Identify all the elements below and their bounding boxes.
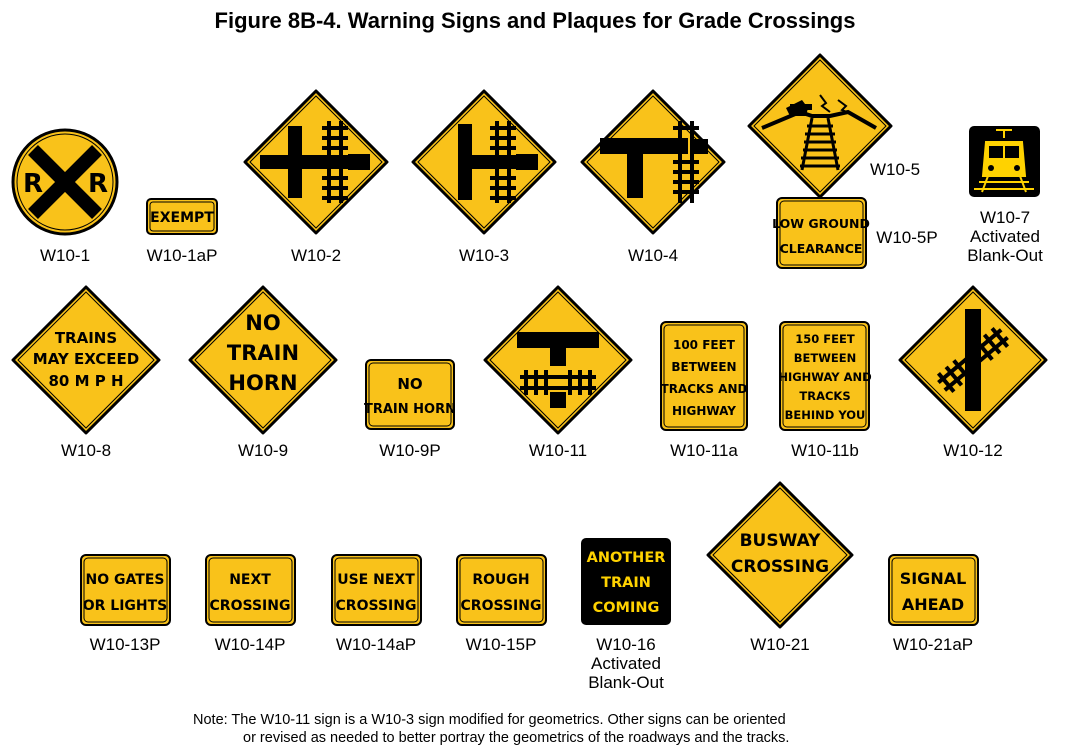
sign-w10-11b-line-3: HIGHWAY AND	[778, 370, 872, 384]
label-w10-3: W10-3	[458, 246, 510, 265]
sign-w10-8	[13, 287, 159, 433]
sign-w10-9	[190, 287, 336, 433]
sign-w10-11	[485, 287, 631, 433]
sign-w10-7	[969, 126, 1040, 197]
label-w10-14p: W10-14P	[214, 635, 286, 654]
sign-w10-11b-line-2: BETWEEN	[793, 351, 857, 365]
label-w10-21ap: W10-21aP	[892, 635, 974, 654]
sign-w10-2	[245, 91, 387, 233]
sign-w10-14p	[206, 555, 295, 625]
sign-w10-21ap	[889, 555, 978, 625]
sign-w10-4	[582, 91, 724, 233]
label-w10-16-sub: Activated Blank-Out	[588, 654, 664, 692]
sign-w10-1ap-text: EXEMPT	[150, 210, 214, 226]
label-w10-16: W10-16	[596, 635, 656, 654]
label-w10-7-sub: Activated Blank-Out	[967, 227, 1043, 265]
sign-w10-14ap	[332, 555, 421, 625]
sign-w10-9-line-1: NO	[245, 311, 281, 335]
sign-w10-1-letter-right: R	[87, 169, 109, 199]
sign-w10-16	[581, 538, 671, 625]
sign-w10-13p-line-2: OR LIGHTS	[82, 598, 168, 614]
label-w10-1: W10-1	[39, 246, 91, 265]
sign-w10-9p	[364, 360, 456, 429]
sign-w10-9p-line-2: TRAIN HORN	[363, 402, 457, 417]
sign-w10-8-line-3: 80 M P H	[48, 372, 124, 390]
sign-w10-11a-line-3: TRACKS AND	[660, 382, 748, 396]
figure-title: Figure 8B-4. Warning Signs and Plaques for Grade Crossings	[214, 8, 856, 33]
label-w10-7: W10-7	[979, 208, 1031, 227]
note-line-1: Note: The W10-11 sign is a W10-3 sign modified for geometrics. Other signs can be oriented	[193, 712, 786, 728]
sign-w10-14p-line-2: CROSSING	[209, 598, 291, 614]
sign-w10-5p-line-2: CLEARANCE	[779, 241, 863, 256]
sign-w10-9p-line-1: NO	[397, 375, 423, 393]
sign-w10-21ap-line-1: SIGNAL	[899, 569, 967, 588]
sign-w10-15p-line-1: ROUGH	[472, 572, 530, 588]
sign-w10-11b-line-4: TRACKS	[799, 389, 851, 403]
note-line-2: or revised as needed to better portray the geometrics of the roadways and the tracks.	[243, 730, 790, 746]
sign-w10-21	[708, 483, 852, 627]
sign-w10-13p-line-1: NO GATES	[85, 572, 165, 588]
figure-note	[193, 711, 873, 747]
label-w10-13p: W10-13P	[89, 635, 161, 654]
sign-w10-9-line-2: TRAIN	[226, 341, 300, 365]
label-w10-11: W10-11	[528, 441, 588, 460]
sign-w10-16-line-2: TRAIN	[601, 575, 651, 591]
label-w10-2: W10-2	[290, 246, 342, 265]
sign-w10-11b	[778, 322, 871, 430]
label-w10-1ap: W10-1aP	[146, 246, 218, 265]
label-w10-21: W10-21	[750, 635, 810, 654]
label-w10-5: W10-5	[869, 160, 921, 179]
sign-w10-11a-line-2: BETWEEN	[671, 360, 737, 374]
sign-w10-1ap	[147, 199, 217, 234]
label-w10-4: W10-4	[627, 246, 679, 265]
sign-w10-11b-line-5: BEHIND YOU	[784, 408, 866, 422]
sign-w10-15p	[457, 555, 546, 625]
label-w10-11a: W10-11a	[670, 441, 738, 460]
sign-w10-9-line-3: HORN	[228, 371, 298, 395]
sign-w10-16-line-1: ANOTHER	[586, 550, 666, 566]
sign-w10-1-letter-left: R	[22, 169, 44, 199]
sign-w10-11a-line-4: HIGHWAY	[672, 404, 736, 418]
sign-w10-5p-line-1: LOW GROUND	[772, 216, 870, 231]
label-w10-9: W10-9	[237, 441, 289, 460]
sign-w10-21ap-line-2: AHEAD	[901, 595, 965, 614]
label-w10-11b: W10-11b	[791, 441, 859, 460]
sign-w10-21-line-2: CROSSING	[730, 557, 830, 577]
label-w10-9p: W10-9P	[379, 441, 441, 460]
sign-w10-16-line-3: COMING	[592, 600, 660, 616]
sign-w10-11a-line-1: 100 FEET	[672, 338, 736, 352]
sign-w10-8-line-1: TRAINS	[54, 329, 118, 347]
sign-w10-21-line-1: BUSWAY	[739, 531, 821, 551]
sign-w10-3	[413, 91, 555, 233]
label-w10-12: W10-12	[943, 441, 1003, 460]
sign-w10-15p-line-2: CROSSING	[460, 598, 542, 614]
sign-w10-13p	[81, 555, 170, 625]
label-w10-14ap: W10-14aP	[335, 635, 417, 654]
sign-w10-8-line-2: MAY EXCEED	[32, 350, 140, 368]
sign-w10-1	[13, 130, 117, 234]
label-w10-5p: W10-5P	[876, 228, 938, 247]
sign-w10-14p-line-1: NEXT	[229, 572, 271, 588]
sign-w10-14ap-line-2: CROSSING	[335, 598, 417, 614]
sign-w10-11a	[661, 322, 748, 430]
sign-w10-11b-line-1: 150 FEET	[795, 332, 855, 346]
sign-w10-12	[900, 287, 1046, 433]
sign-w10-14ap-line-1: USE NEXT	[337, 572, 415, 588]
label-w10-15p: W10-15P	[465, 635, 537, 654]
label-w10-8: W10-8	[60, 441, 112, 460]
